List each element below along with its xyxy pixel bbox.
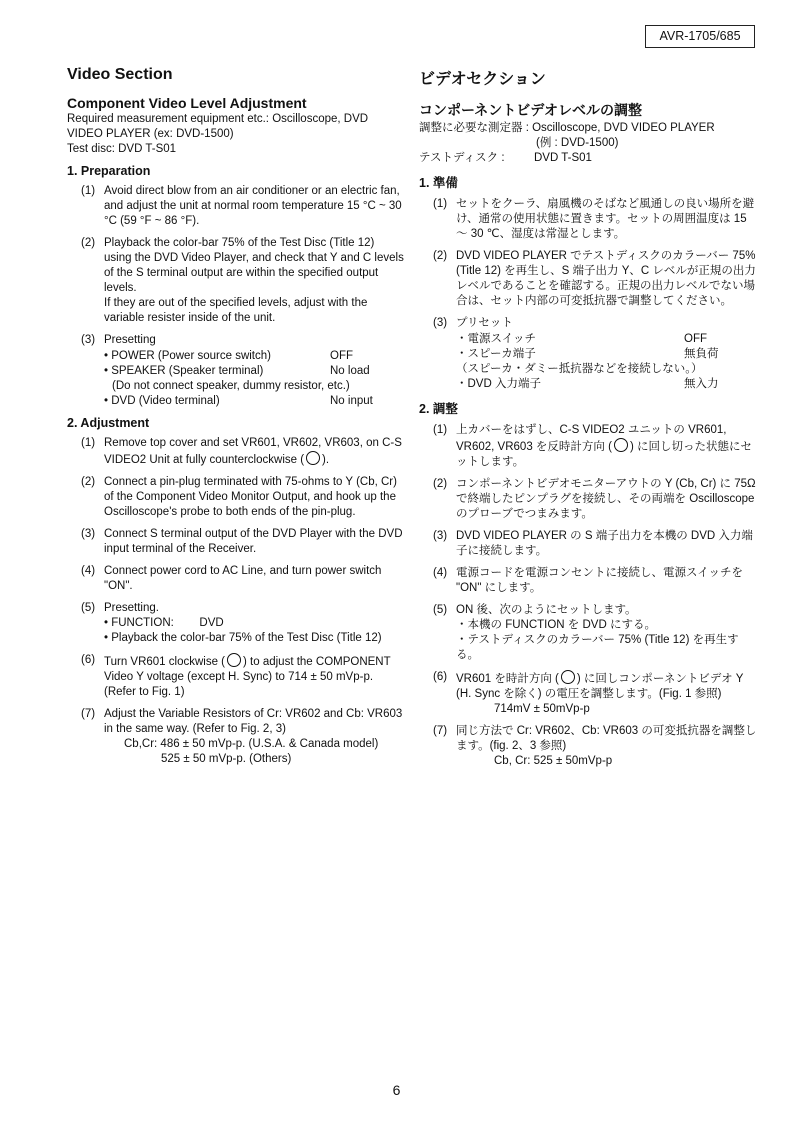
list-item <box>81 601 405 646</box>
list-item <box>81 475 405 520</box>
sub-line: ・テストディスクのカラーバー 75% (Title 12) を再生する。 <box>456 634 739 661</box>
list-item <box>81 653 405 700</box>
preset-table-jp <box>456 332 759 392</box>
japanese-column <box>419 62 759 776</box>
item-text: DVD VIDEO PLAYER の S 端子出力を本機の DVD 入力端子に接続します。 <box>456 530 753 557</box>
list-item <box>81 333 405 348</box>
intro-line: VIDEO PLAYER (ex: DVD-1500) <box>67 128 234 140</box>
item-text <box>104 236 405 326</box>
list-item <box>433 724 759 769</box>
list-item <box>433 566 759 596</box>
item-number: (2) <box>81 237 96 249</box>
item-text: セットをクーラ、扇風機のそばなど風通しの良い場所を避け、通常の使用状態に置きます。セットの周囲温度は 15 ～ 30 ℃、湿度は常湿とします。 <box>456 198 755 240</box>
preset-value: OFF <box>330 350 353 362</box>
adjustment-heading-jp: 2. 調整 <box>419 402 458 416</box>
preset-value: OFF <box>684 333 707 345</box>
item-text: コンポーネントビデオモニターアウトの Y (Cb, Cr) に 75Ω で終端したピンプラグを接続し、その両端を Oscilloscope のプローブでつまみます。 <box>456 478 756 520</box>
list-item <box>433 529 759 559</box>
preset-row <box>456 377 759 392</box>
preset-table <box>104 349 405 409</box>
list-item <box>433 670 759 717</box>
item-number: (7) <box>81 708 96 720</box>
preset-note: （スピーカ・ダミー抵抗器などを接続しない。） <box>456 363 703 375</box>
item-text: Presetting. <box>104 602 159 614</box>
item-number: (3) <box>433 317 448 329</box>
item-number: (1) <box>433 198 448 210</box>
spec-line: Cb,Cr: 486 ± 50 mVp-p. (U.S.A. & Canada model) <box>124 738 379 750</box>
preset-key: • DVD (Video terminal) <box>104 395 220 407</box>
item-text: 上カバーをはずし、C-S VIDEO2 ユニットの VR601, VR602, VR603 を反時計方向 ( <box>456 424 727 453</box>
section-title-jp: ビデオセクション <box>419 71 546 88</box>
intro-line: Test disc: DVD T-S01 <box>67 143 177 155</box>
intro-line: (例 : DVD-1500) <box>536 137 619 149</box>
spec-line: 714mV ± 50mVp-p <box>494 703 590 715</box>
preset-row <box>456 332 759 347</box>
item-text: ) に回し切った状態にセットします。 <box>456 441 752 468</box>
item-text: 同じ方法で Cr: VR602、Cb: VR603 の可変抵抗器を調整します。(fig. 2、3 参照) <box>456 725 757 752</box>
spec-line: Cb, Cr: 525 ± 50mVp-p <box>494 755 613 767</box>
item-text: Adjust the Variable Resistors of Cr: VR602 and Cb: VR603 in the same way. (Refer to Fig. 2, 3) <box>104 708 403 735</box>
preset-row <box>104 364 405 379</box>
item-text-part: Playback the color-bar 75% of the Test Disc (Title 12) using the DVD Video Player, and check that Y and C levels of the S terminal output are within the specified output levels. <box>104 237 404 294</box>
list-item <box>433 423 759 470</box>
list-item <box>81 564 405 594</box>
preset-note: (Do not connect speaker, dummy resistor, etc.) <box>112 380 350 392</box>
list-item <box>81 527 405 557</box>
item-number: (7) <box>433 725 448 737</box>
preset-row <box>104 349 405 364</box>
list-item <box>81 184 405 229</box>
sub-title: Component Video Level Adjustment <box>67 95 307 111</box>
intro <box>67 112 405 157</box>
preset-row <box>104 379 405 394</box>
item-number: (6) <box>81 654 96 666</box>
sub-line: • FUNCTION: DVD <box>104 617 224 629</box>
item-text: VR601 を時計方向 ( <box>456 673 559 685</box>
preset-value: 無負荷 <box>684 348 719 360</box>
item-text: DVD VIDEO PLAYER でテストディスクのカラーバー 75% (Title 12) を再生し、S 端子出力 Y、C レベルが正規の出力レベルであることを確認する。正規の出力レベルでない場合は、セット内部の可変抵抗器で調整してください。 <box>456 250 756 307</box>
preset-value: No input <box>330 395 373 407</box>
preset-key: • POWER (Power source switch) <box>104 350 271 362</box>
preset-value: 無入力 <box>684 378 719 390</box>
item-number: (1) <box>81 185 96 197</box>
list-item <box>81 436 405 468</box>
item-number: (3) <box>81 528 96 540</box>
item-number: (6) <box>433 671 448 683</box>
item-number: (2) <box>433 478 448 490</box>
item-text: Turn VR601 clockwise ( <box>104 656 226 668</box>
list-item <box>81 707 405 767</box>
item-text: ). <box>322 454 330 466</box>
preset-row <box>456 362 759 377</box>
item-text: 電源コードを電源コンセントに接続し、電源スイッチを "ON" にします。 <box>456 567 744 594</box>
english-column <box>67 62 405 774</box>
intro-value: DVD T-S01 <box>534 152 592 164</box>
sub-line: • Playback the color-bar 75% of the Test Disc (Title 12) <box>104 632 382 644</box>
adjustment-heading: 2. Adjustment <box>67 416 150 430</box>
preset-key: ・DVD 入力端子 <box>456 378 541 390</box>
counterclockwise-knob-icon <box>614 438 628 452</box>
preset-key: • SPEAKER (Speaker terminal) <box>104 365 264 377</box>
intro-jp <box>419 121 759 166</box>
intro-line: Required measurement equipment etc.: Oscilloscope, DVD <box>67 113 369 125</box>
item-text: Presetting <box>104 334 156 346</box>
page-number: 6 <box>392 1082 401 1098</box>
preparation-heading-jp: 1. 準備 <box>419 176 458 190</box>
model-number-box: AVR-1705/685 <box>645 25 755 48</box>
counterclockwise-knob-icon <box>306 451 320 465</box>
preset-key: ・電源スイッチ <box>456 333 537 345</box>
clockwise-knob-icon <box>227 653 241 667</box>
item-number: (5) <box>81 602 96 614</box>
list-item <box>433 477 759 522</box>
item-text-part: If they are out of the specified levels, adjust with the variable resister inside of the unit. <box>104 297 368 324</box>
item-text: プリセット <box>456 317 513 329</box>
preset-row <box>104 394 405 409</box>
item-text: Connect S terminal output of the DVD Player with the DVD input terminal of the Receiver. <box>104 528 403 555</box>
item-number: (3) <box>81 334 96 346</box>
list-item <box>433 197 759 242</box>
item-number: (4) <box>81 565 96 577</box>
item-number: (1) <box>433 424 448 436</box>
item-text: Connect a pin-plug terminated with 75-ohms to Y (Cb, Cr) of the Component Video Monitor Output, and hook up the Oscilloscope's probe to both ends of the pin-plug. <box>104 476 397 518</box>
item-text: ) に回しコンポーネントビデオ Y (H. Sync を除く) の電圧を調整します。(Fig. 1 参照) <box>456 673 744 700</box>
preset-value: No load <box>330 365 370 377</box>
item-number: (2) <box>81 476 96 488</box>
item-number: (1) <box>81 437 96 449</box>
intro-key: テストディスク : <box>419 152 505 164</box>
list-item <box>433 249 759 309</box>
item-number: (4) <box>433 567 448 579</box>
preset-key: ・スピーカ端子 <box>456 348 536 360</box>
list-item <box>81 236 405 326</box>
sub-title-jp: コンポーネントビデオレベルの調整 <box>419 102 643 118</box>
item-number: (3) <box>433 530 448 542</box>
intro-line: 調整に必要な測定器 : Oscilloscope, DVD VIDEO PLAYER <box>419 122 715 134</box>
item-number: (2) <box>433 250 448 262</box>
item-text: Avoid direct blow from an air conditioner or an electric fan, and adjust the unit at normal room temperature 15 °C ~ 30 °C (59 °F ~ 86 °F). <box>104 185 402 227</box>
preset-row <box>456 347 759 362</box>
item-number: (5) <box>433 604 448 616</box>
item-text: Connect power cord to AC Line, and turn power switch "ON". <box>104 565 382 592</box>
preparation-heading: 1. Preparation <box>67 164 151 178</box>
sub-line: ・本機の FUNCTION を DVD にする。 <box>456 619 656 631</box>
clockwise-knob-icon <box>561 670 575 684</box>
item-text: Remove top cover and set VR601, VR602, VR603, on C-S VIDEO2 Unit at fully counterclockwise ( <box>104 437 402 466</box>
list-item <box>433 603 759 663</box>
spec-line: 525 ± 50 mVp-p. (Others) <box>161 753 292 765</box>
section-title: Video Section <box>67 66 173 83</box>
item-text: ) to adjust the COMPONENT Video Y voltage (except H. Sync) to 714 ± 50 mVp-p. (Refer to Fig. 1) <box>104 656 391 698</box>
list-item <box>433 316 759 331</box>
item-text: ON 後、次のようにセットします。 <box>456 604 637 616</box>
